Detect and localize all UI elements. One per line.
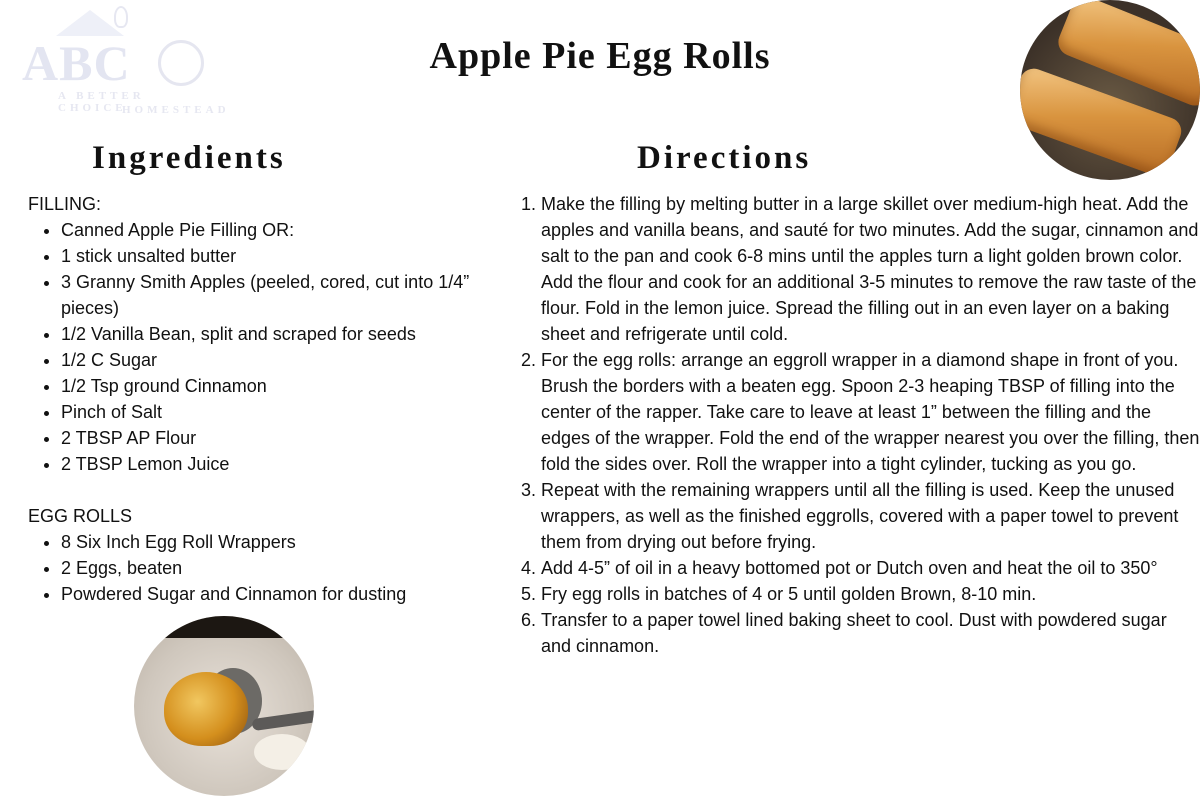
- direction-step: 5. Fry egg rolls in batches of 4 or 5 until golden Brown, 8-10 min.: [541, 581, 1200, 607]
- directions-list: [522, 191, 1200, 659]
- dough-shape: [254, 734, 310, 770]
- ingredient-item: • 1/2 Tsp ground Cinnamon: [61, 373, 518, 399]
- list-spacer: [28, 477, 518, 503]
- filling-list: [28, 217, 518, 477]
- egg-rolls-photo: [1020, 0, 1200, 180]
- logo-letters: ABC: [22, 35, 131, 91]
- apple-filling-shape: [164, 672, 248, 746]
- photo-dark-edge: [134, 616, 314, 638]
- spoon-handle-shape: [252, 709, 314, 731]
- ingredients-section: [28, 191, 518, 607]
- ingredient-item: • 2 TBSP AP Flour: [61, 425, 518, 451]
- ingredient-item: • Powdered Sugar and Cinnamon for dusting: [61, 581, 518, 607]
- ingredient-item: • 2 TBSP Lemon Juice: [61, 451, 518, 477]
- filling-group-label: FILLING:: [28, 194, 102, 214]
- ingredient-item: • Pinch of Salt: [61, 399, 518, 425]
- ingredient-item: • 2 Eggs, beaten: [61, 555, 518, 581]
- direction-step: 3. Repeat with the remaining wrappers until all the filling is used. Keep the unused wrappers, as well as the finished eggrolls, covered with a paper towel to prevent them from drying out before frying.: [541, 477, 1200, 555]
- egg-rolls-list: [28, 529, 518, 607]
- ingredient-item: • 1/2 Vanilla Bean, split and scraped for seeds: [61, 321, 518, 347]
- direction-step: 6. Transfer to a paper towel lined baking sheet to cool. Dust with powdered sugar and cinnamon.: [541, 607, 1200, 659]
- logo-flame-icon: [114, 6, 128, 28]
- ingredient-item: • Canned Apple Pie Filling OR:: [61, 217, 518, 243]
- directions-heading: Directions: [637, 140, 812, 176]
- direction-step: 1. Make the filling by melting butter in a large skillet over medium-high heat. Add the apples and vanilla beans, and sauté for two minutes. Add the sugar, cinnamon and salt to the pan and cook 6-8 mins until the apples turn a light golden brown color. Add the flour and cook for an additional 3-5 minutes to remove the raw taste of the flour. Fold in the lemon juice. Spread the filling out in an even layer on a baking sheet and refrigerate until cold.: [541, 191, 1200, 347]
- apple-filling-photo: [134, 616, 314, 796]
- ingredients-heading: Ingredients: [92, 140, 286, 176]
- ingredient-item: • 8 Six Inch Egg Roll Wrappers: [61, 529, 518, 555]
- logo-tagline: A BETTER CHOICE: [58, 90, 145, 114]
- egg-rolls-group-label: EGG ROLLS: [28, 506, 133, 526]
- ingredient-item: • 1 stick unsalted butter: [61, 243, 518, 269]
- ingredient-item: • 1/2 C Sugar: [61, 347, 518, 373]
- logo-tagline-secondary: HOMESTEAD: [122, 104, 230, 116]
- recipe-title: Apple Pie Egg Rolls: [429, 35, 771, 77]
- direction-step: 2. For the egg rolls: arrange an eggroll wrapper in a diamond shape in front of you. Brush the borders with a beaten egg. Spoon 2-3 heaping TBSP of filling into the center of the rapper. Take care to leave at least 1” between the filling and the edges of the wrapper. Fold the end of the wrapper nearest you over the filling, then fold the sides over. Roll the wrapper into a tight cylinder, tucking as you go.: [541, 347, 1200, 477]
- direction-step: 4. Add 4-5” of oil in a heavy bottomed pot or Dutch oven and heat the oil to 350°: [541, 555, 1200, 581]
- ingredient-item: • 3 Granny Smith Apples (peeled, cored, cut into 1/4” pieces): [61, 269, 518, 321]
